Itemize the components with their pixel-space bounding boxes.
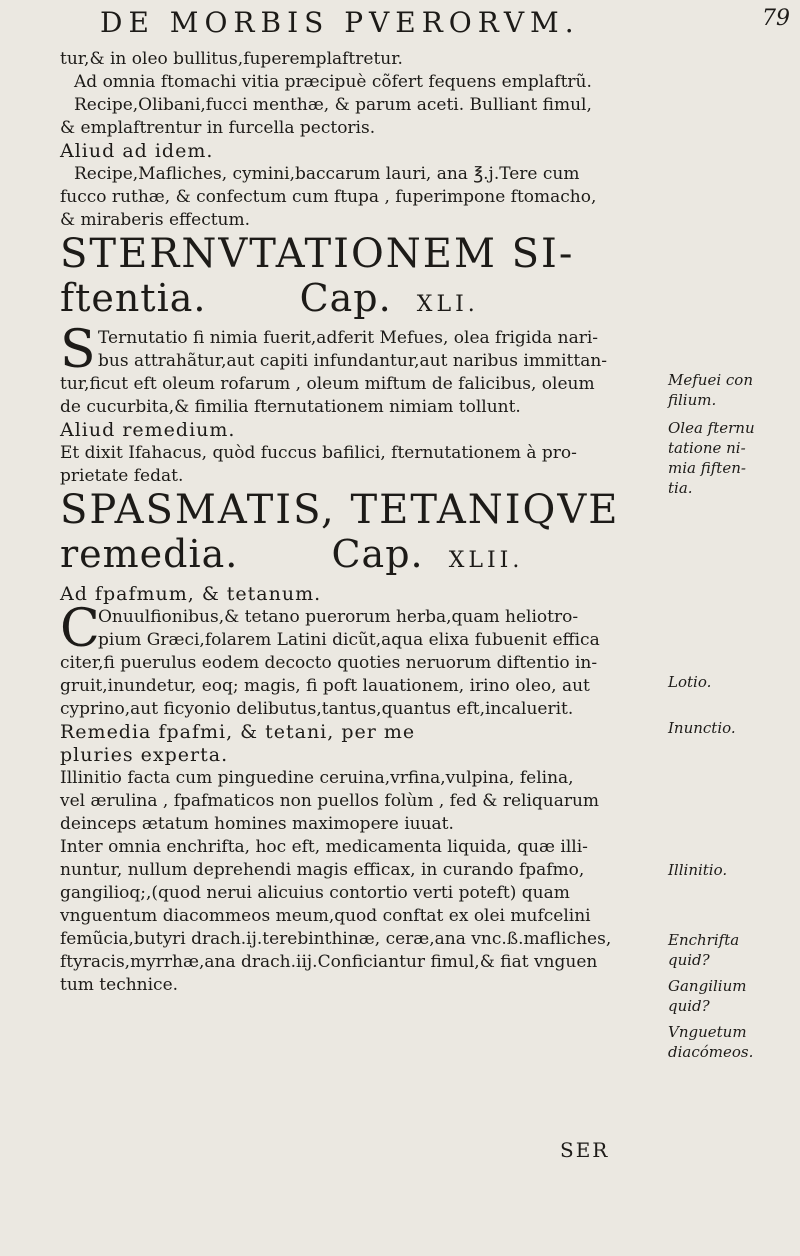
main-text-column — [60, 48, 650, 997]
chapter-heading: STERNVTATIONEM SI- — [60, 231, 575, 277]
chapter-heading-word: remedia. — [60, 532, 239, 576]
chapter-heading-line2 — [60, 532, 650, 583]
text-line: cyprino,aut ficyonio delibutus,tantus,quantus eft,incaluerit. — [60, 699, 574, 719]
text-line: tum technice. — [60, 975, 179, 995]
margin-note-enchrista — [668, 930, 798, 970]
margin-note-inunctio — [668, 718, 798, 738]
margin-note-line: diacómeos. — [668, 1043, 754, 1061]
text-line: prietate fedat. — [60, 466, 184, 486]
margin-note-line: filium. — [668, 391, 717, 409]
chapter-heading-line2 — [60, 276, 650, 327]
text-line: pium Græci,folarem Latini dicũt,aqua elixa fubuenit effica — [98, 630, 600, 650]
subheading: Aliud ad idem. — [60, 140, 214, 162]
margin-note-line: Inunctio. — [668, 719, 736, 737]
text-line: gangilioq;,(quod nerui alicuius contortio verti poteft) quam — [60, 883, 570, 903]
drop-cap: C — [60, 599, 100, 659]
margin-note-line: quid? — [668, 951, 710, 969]
text-line: deinceps ætatum homines maximopere iuuat. — [60, 814, 454, 834]
subheading: Aliud remedium. — [60, 419, 236, 441]
paragraph-sternutation — [60, 320, 650, 380]
margin-note-olea — [668, 418, 798, 498]
chapter-heading: SPASMATIS, TETANIQVE — [60, 487, 620, 533]
margin-note-line: quid? — [668, 997, 710, 1015]
drop-cap: S — [60, 320, 96, 380]
margin-note-line: Mefuei con — [668, 371, 753, 389]
subheading: Remedia fpafmi, & tetani, per me — [60, 721, 416, 743]
chapter-number: XLII. — [448, 548, 524, 573]
text-line: Ternutatio fi nimia fuerit,adferit Mefues, olea frigida nari- — [98, 328, 599, 348]
chapter-number: XLI. — [416, 292, 479, 317]
text-line: Recipe,Olibani,fucci menthæ, & parum aceti. Bulliant fimul, — [74, 95, 592, 115]
margin-note-line: tia. — [668, 479, 693, 497]
text-line: Onuulfionibus,& tetano puerorum herba,quam heliotro- — [98, 607, 579, 627]
margin-note-gangilium — [668, 976, 798, 1016]
text-line: ftyracis,myrrhæ,ana drach.iij.Conficiantur fimul,& fiat vnguen — [60, 952, 598, 972]
page-number: 79 — [762, 6, 790, 31]
margin-note-line: mia fiften- — [668, 459, 746, 477]
text-line: tur,ficut eft oleum rofarum , oleum miftum de falicibus, oleum — [60, 374, 595, 394]
margin-note-mesue — [668, 370, 798, 410]
text-line: de cucurbita,& fimilia fternutationem nimiam tollunt. — [60, 397, 521, 417]
paragraph-convulsions — [60, 599, 650, 659]
margin-note-vnguentum — [668, 1022, 798, 1062]
text-line: femũcia,butyri drach.ij.terebinthinæ, ceræ,ana vnc.ß.mafliches, — [60, 929, 612, 949]
margin-note-line: Vnguetum — [668, 1023, 747, 1041]
text-line: tur,& in oleo bullitus,fuperemplaftretur. — [60, 49, 403, 69]
margin-note-line: Olea fternu — [668, 419, 755, 437]
text-line: Inter omnia enchrifta, hoc eft, medicamenta liquida, quæ illi- — [60, 837, 588, 857]
running-head-title: DE MORBIS PVERORVM. — [100, 6, 580, 39]
text-line: Illinitio facta cum pinguedine ceruina,vrfina,vulpina, felina, — [60, 768, 574, 788]
text-line: fucco ruthæ, & confectum cum ftupa , fuperimpone ftomacho, — [60, 187, 597, 207]
margin-note-line: tatione ni- — [668, 439, 746, 457]
text-line: vel ærulina , fpafmaticos non puellos folùm , fed & reliquarum — [60, 791, 600, 811]
text-line: Ad omnia ftomachi vitia præcipuè cõfert fequens emplaftrũ. — [74, 72, 592, 92]
text-line: vnguentum diacommeos meum,quod conftat ex olei mufcelini — [60, 906, 591, 926]
text-line: Et dixit Ifahacus, quòd fuccus bafilici, fternutationem à pro- — [60, 443, 577, 463]
running-head — [100, 6, 790, 39]
subheading: pluries experta. — [60, 744, 229, 766]
text-line: gruit,inundetur, eoq; magis, fi poft lauationem, irino oleo, aut — [60, 676, 590, 696]
chapter-heading-word: ftentia. — [60, 276, 207, 320]
chapter-label: Cap. — [331, 532, 424, 576]
margin-note-line: Lotio. — [668, 673, 712, 691]
text-line: citer,fi puerulus eodem decocto quoties neruorum diftentio in- — [60, 653, 598, 673]
catchword: SER — [560, 1138, 610, 1162]
text-line: & emplaftrentur in furcella pectoris. — [60, 118, 376, 138]
chapter-label: Cap. — [299, 276, 392, 320]
margin-note-line: Illinitio. — [668, 861, 728, 879]
margin-note-line: Gangilium — [668, 977, 747, 995]
margin-note-lotio — [668, 672, 798, 692]
text-line: Recipe,Mafliches, cymini,baccarum lauri, ana ℥.j.Tere cum — [74, 164, 580, 184]
margin-note-illinitio — [668, 860, 798, 880]
text-line: bus attrahãtur,aut capiti infundantur,aut naribus immittan- — [98, 351, 608, 371]
margin-note-line: Enchrifta — [668, 931, 740, 949]
text-line: & miraberis effectum. — [60, 210, 251, 230]
subheading: Ad fpafmum, & tetanum. — [60, 583, 322, 605]
text-line: nuntur, nullum deprehendi magis efficax, in curando fpafmo, — [60, 860, 585, 880]
